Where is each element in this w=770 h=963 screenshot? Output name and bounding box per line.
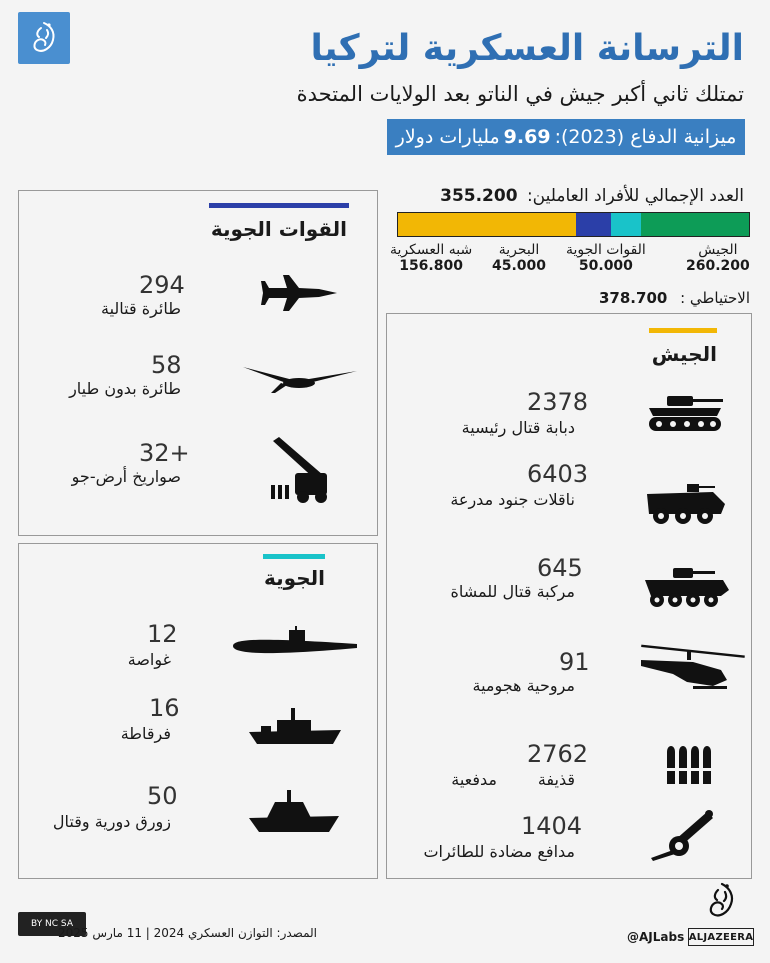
frigate-count: 16 [149, 694, 180, 722]
drone-icon [241, 363, 359, 399]
tank-icon [645, 392, 725, 432]
air-force-title: القوات الجوية [210, 217, 347, 241]
artillery-shells-count: 2762 [527, 740, 589, 768]
creative-commons-badge: BY NC SA [18, 912, 86, 936]
fighter-label: طائرة قتالية [101, 299, 181, 318]
artillery-shells-label: قذيفة [537, 770, 575, 789]
reserve-label: الاحتياطي : [680, 289, 750, 307]
sam-launcher-icon [267, 435, 335, 505]
tank-count: 2378 [527, 388, 589, 416]
fighter-count: 294 [139, 271, 185, 299]
army-title: الجيش [651, 342, 717, 366]
frigate-icon [247, 706, 343, 746]
sam-label: صواريخ أرض-جو [71, 467, 181, 486]
submarine-icon [227, 626, 359, 660]
segment-label-army: الجيش 260.200 [686, 242, 750, 274]
page-title: الترسانة العسكرية لتركيا [310, 28, 744, 69]
army-panel [386, 313, 752, 879]
defense-budget-banner [387, 119, 745, 155]
total-personnel-value: 355.200 [440, 186, 518, 206]
apc-icon [643, 480, 727, 526]
source-credit: المصدر: التوازن العسكري 2024 | 11 مارس 2025 [58, 926, 317, 940]
sam-count: 32+ [139, 439, 190, 467]
helicopter-count: 91 [559, 648, 590, 676]
budget-unit: مليارات دولار [395, 126, 500, 148]
navy-accent-line [263, 554, 325, 559]
aljazeera-mark-icon [706, 880, 738, 924]
aljazeera-logo-icon [29, 20, 59, 56]
personnel-bar-segment-army [398, 213, 576, 236]
anti-aircraft-count: 1404 [521, 812, 583, 840]
patrol-boat-count: 50 [147, 782, 178, 810]
personnel-bar-segment-navy [611, 213, 642, 236]
patrol-boat-label: زورق دورية وقتال [52, 812, 171, 831]
air-force-panel [18, 190, 378, 536]
helicopter-icon [637, 642, 747, 694]
ifv-label: مركبة قتال للمشاة [450, 582, 575, 601]
ifv-count: 645 [537, 554, 583, 582]
anti-aircraft-label: مدافع مضادة للطائرات [423, 842, 575, 861]
budget-label: ميزانية الدفاع (2023): [554, 126, 737, 148]
segment-label-navy: البحرية 45.000 [492, 242, 547, 274]
frigate-label: فرقاطة [120, 724, 171, 743]
anti-aircraft-gun-icon [649, 806, 717, 862]
apc-count: 6403 [527, 460, 589, 488]
budget-value: 9.69 [503, 126, 551, 148]
submarine-count: 12 [147, 620, 178, 648]
drone-label: طائرة بدون طيار [69, 379, 181, 398]
segment-label-paramilitary: شبه العسكرية 156.800 [390, 242, 473, 274]
ajlabs-handle: @AJLabs [627, 930, 685, 944]
fighter-jet-icon [259, 271, 339, 315]
personnel-bar-segment-air-force [576, 213, 610, 236]
ifv-icon [643, 562, 731, 608]
tank-label: دبابة قتال رئيسية [461, 418, 575, 437]
air-force-accent-line [209, 203, 349, 208]
army-accent-line [649, 328, 717, 333]
navy-panel [18, 543, 378, 879]
submarine-label: غواصة [127, 650, 171, 669]
personnel-bar-segment-paramilitary [641, 213, 748, 236]
patrol-boat-icon [247, 788, 341, 834]
aljazeera-brand: ALJAZEERA [688, 928, 754, 946]
reserve-value: 378.700 [599, 289, 668, 307]
page-subtitle: تمتلك ثاني أكبر جيش في الناتو بعد الولايات المتحدة [296, 82, 744, 106]
total-personnel-label: العدد الإجمالي للأفراد العاملين: [526, 186, 744, 206]
segment-label-air-force: القوات الجوية 50.000 [566, 242, 646, 274]
personnel-bar [397, 212, 750, 237]
aljazeera-logo [18, 12, 70, 64]
artillery-shells-icon [665, 738, 713, 786]
drone-count: 58 [151, 351, 182, 379]
artillery-shells-label-2: مدفعية [451, 770, 497, 789]
helicopter-label: مروحية هجومية [472, 676, 575, 695]
reserve-personnel [599, 289, 750, 307]
apc-label: ناقلات جنود مدرعة [450, 490, 575, 509]
navy-title: الجوية [264, 566, 325, 590]
total-personnel [440, 186, 744, 206]
